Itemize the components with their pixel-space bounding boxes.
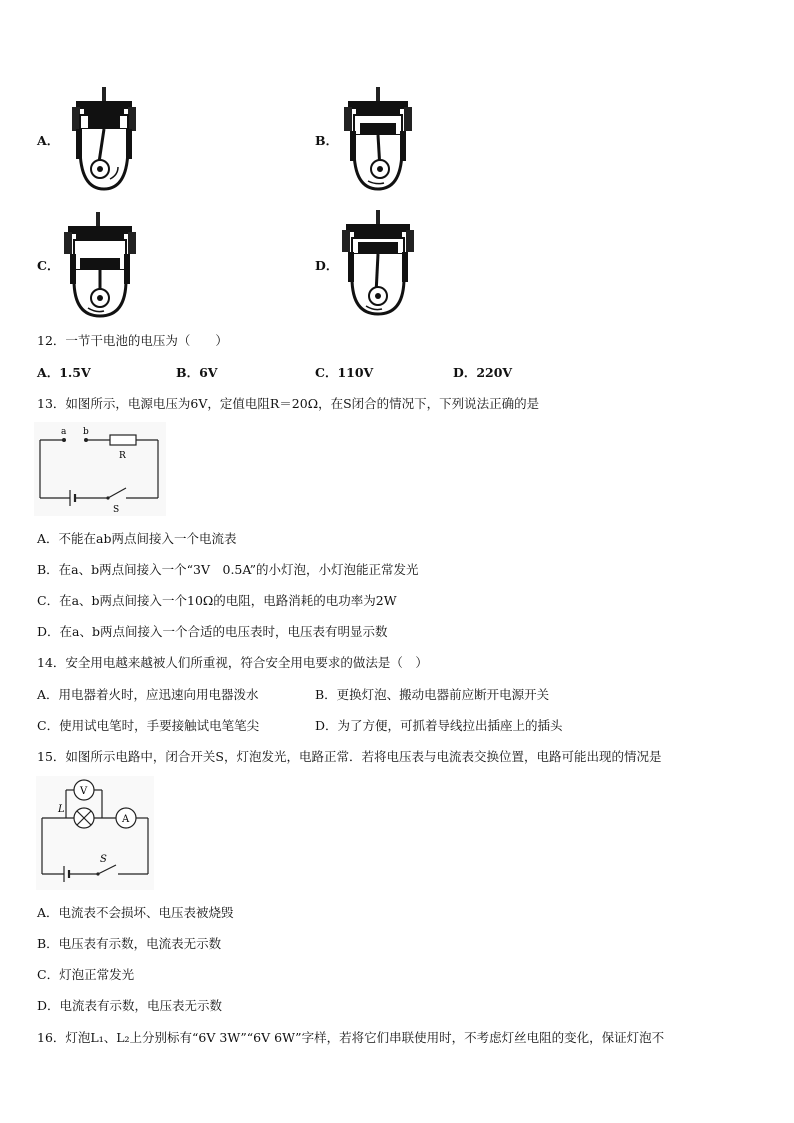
q15-ammeter-label: A (122, 814, 130, 825)
q16-stem: 16．灯泡L₁、L₂上分别标有“6V 3W”“6V 6W”字样，若将它们串联使用时，不考虑灯丝电阻的变化，保证灯泡不 (37, 1030, 665, 1045)
q14-option-b: B．更换灯泡、搬动电器前应断开电源开关 (315, 687, 550, 702)
engine-diagram-d (340, 208, 416, 320)
q12-stem: 12．一节干电池的电压为（ ） (37, 333, 228, 348)
q12-option-a: A．1.5V (37, 365, 91, 380)
q15-option-b: B．电压表有示数，电流表无示数 (37, 936, 222, 951)
option-d-label: D． (315, 258, 339, 273)
q15-lamp-label: L (58, 804, 65, 815)
q12-option-b: B．6V (176, 365, 218, 380)
engine-diagram-b (340, 85, 416, 197)
q13-option-c: C．在a、b两点间接入一个10Ω的电阻，电路消耗的电功率为2W (37, 593, 397, 608)
q14-option-c: C．使用试电笔时，手要接触试电笔笔尖 (37, 718, 260, 733)
q14-option-a: A．用电器着火时，应迅速向用电器泼水 (37, 687, 259, 702)
q13-option-a: A．不能在ab两点间接入一个电流表 (37, 531, 237, 546)
q15-switch-label: S (100, 854, 107, 865)
engine-diagram-c (62, 210, 138, 322)
option-a-label: A． (37, 133, 60, 148)
q15-stem: 15．如图所示电路中，闭合开关S，灯泡发光，电路正常．若将电压表与电流表交换位置，电路可能出现的情况是 (37, 749, 662, 764)
q13-label-a: a (61, 427, 67, 437)
q15-option-c: C．灯泡正常发光 (37, 967, 135, 982)
q15-voltmeter-label: V (80, 786, 88, 797)
q15-option-a: A．电流表不会损坏、电压表被烧毁 (37, 905, 234, 920)
q12-option-c: C．110V (315, 365, 374, 380)
q14-stem: 14．安全用电越来越被人们所重视，符合安全用电要求的做法是（ ） (37, 655, 428, 670)
option-b-label: B． (315, 133, 339, 148)
q13-circuit-diagram (34, 422, 166, 516)
q14-option-d: D．为了方便，可抓着导线拉出插座上的插头 (315, 718, 563, 733)
q12-option-d: D．220V (453, 365, 513, 380)
q15-option-d: D．电流表有示数，电压表无示数 (37, 998, 223, 1013)
q13-stem: 13．如图所示，电源电压为6V，定值电阻R＝20Ω，在S闭合的情况下，下列说法正确的是 (37, 396, 540, 411)
q15-circuit-diagram (36, 776, 154, 890)
q13-label-s: S (113, 505, 120, 515)
q13-option-d: D．在a、b两点间接入一个合适的电压表时，电压表有明显示数 (37, 624, 388, 639)
option-c-label: C． (37, 258, 60, 273)
q13-option-b: B．在a、b两点间接入一个“3V 0.5A”的小灯泡，小灯泡能正常发光 (37, 562, 419, 577)
engine-diagram-a (66, 85, 142, 197)
q13-label-b: b (83, 427, 89, 437)
q13-label-r: R (119, 451, 126, 461)
